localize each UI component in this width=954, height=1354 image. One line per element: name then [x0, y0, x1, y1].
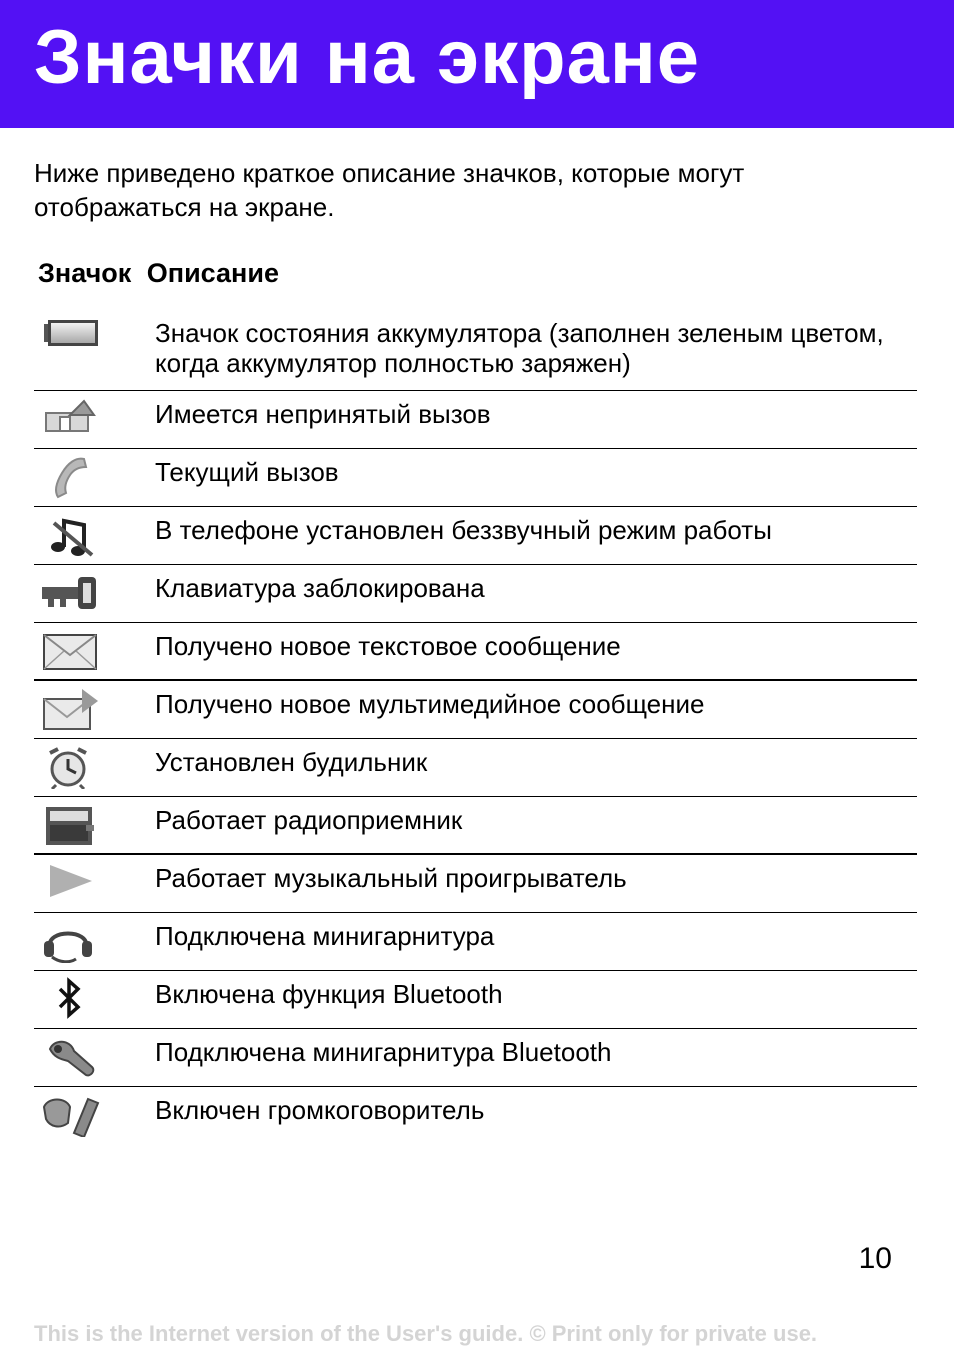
row-description: Работает музыкальный проигрыватель	[155, 863, 627, 893]
table-row	[34, 855, 917, 913]
row-description: Имеется непринятый вызов	[155, 399, 491, 429]
table-row	[34, 797, 917, 855]
table-row	[34, 739, 917, 797]
ongoing-call-icon	[40, 455, 100, 499]
alarm-clock-icon	[40, 745, 100, 789]
table-row	[34, 391, 917, 449]
headset-icon	[40, 919, 100, 963]
table-row	[34, 971, 917, 1029]
column-icon-header: Значок	[38, 258, 132, 288]
row-description: Установлен будильник	[155, 747, 428, 777]
radio-icon	[40, 803, 100, 847]
bluetooth-icon	[40, 977, 100, 1021]
missed-call-icon	[40, 397, 100, 441]
table-row	[34, 681, 917, 739]
row-description: Текущий вызов	[155, 457, 339, 487]
page-header	[0, 0, 954, 128]
multimedia-message-icon	[40, 687, 100, 731]
silent-mode-icon	[40, 513, 100, 557]
intro-text: Ниже приведено краткое описание значков, которые могут отображаться на экране.	[34, 158, 745, 222]
music-player-icon	[40, 861, 100, 905]
table-row	[34, 913, 917, 971]
bluetooth-headset-icon	[40, 1035, 100, 1079]
column-description-header: Описание	[146, 258, 279, 288]
row-description: Получено новое мультимедийное сообщение	[155, 689, 705, 719]
table-row	[34, 623, 917, 681]
page-title: Значки на экране	[34, 15, 701, 100]
row-description: В телефоне установлен беззвучный режим работы	[155, 515, 772, 545]
row-description: Включен громкоговоритель	[155, 1095, 485, 1125]
row-description: Получено новое текстовое сообщение	[155, 631, 621, 661]
row-description: Клавиатура заблокирована	[155, 573, 485, 603]
table-row	[34, 449, 917, 507]
row-description: Включена функция Bluetooth	[155, 979, 503, 1009]
table-row	[34, 565, 917, 623]
icon-table	[34, 310, 917, 1145]
row-description: Значок состояния аккумулятора (заполнен зеленым цветом, когда аккумулятор полностью заряжен)	[155, 318, 884, 378]
text-message-icon	[40, 629, 100, 673]
row-description: Подключена минигарнитура Bluetooth	[155, 1037, 612, 1067]
row-description: Подключена минигарнитура	[155, 921, 495, 951]
page-number: 10	[858, 1242, 892, 1275]
table-row	[34, 310, 917, 391]
loudspeaker-icon	[40, 1093, 100, 1137]
table-header	[38, 258, 287, 289]
keypad-lock-icon	[40, 571, 100, 615]
table-row	[34, 1087, 917, 1145]
battery-icon	[40, 316, 100, 360]
table-row	[34, 1029, 917, 1087]
table-row	[34, 507, 917, 565]
row-description: Работает радиоприемник	[155, 805, 463, 835]
footer-note: This is the Internet version of the User's guide. © Print only for private use.	[34, 1321, 818, 1346]
